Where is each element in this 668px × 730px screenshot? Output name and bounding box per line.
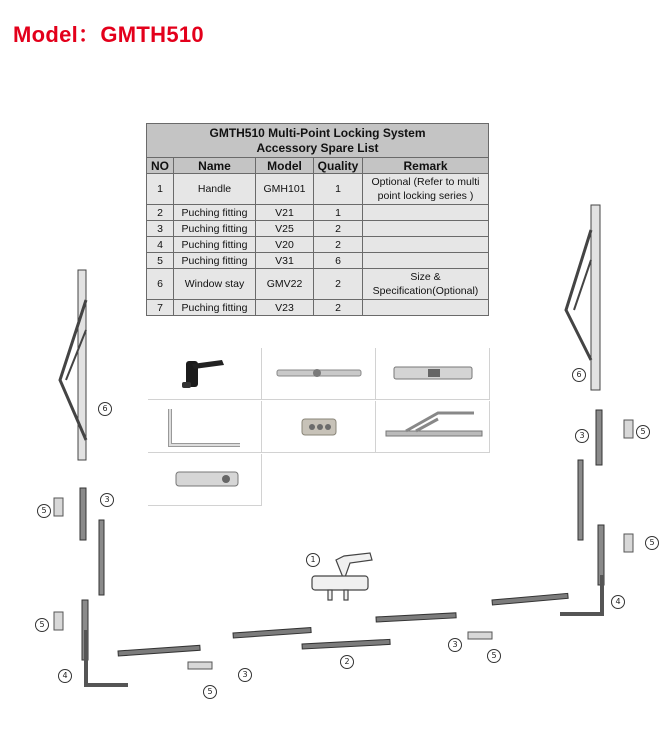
row-quality: 1 xyxy=(314,174,363,205)
callout-5: 5 xyxy=(203,685,217,699)
callout-5: 5 xyxy=(37,504,51,518)
row-no: 4 xyxy=(147,237,174,253)
row-model: V25 xyxy=(256,221,314,237)
row-no: 7 xyxy=(147,300,174,316)
row-remark-line-1: Size & xyxy=(410,271,441,283)
row-name: Puching fitting xyxy=(174,300,256,316)
row-name: Puching fitting xyxy=(174,221,256,237)
callout-5: 5 xyxy=(35,618,49,632)
row-quality: 2 xyxy=(314,269,363,300)
column-header-quality: Quality xyxy=(314,158,363,174)
row-model: V31 xyxy=(256,253,314,269)
row-model: GMH101 xyxy=(256,174,314,205)
callout-3: 3 xyxy=(100,493,114,507)
callout-2: 2 xyxy=(340,655,354,669)
row-no: 6 xyxy=(147,269,174,300)
bottom-left-corner xyxy=(86,630,128,685)
row-no: 2 xyxy=(147,205,174,221)
model-title: Model：GMTH510 xyxy=(13,22,204,47)
callout-3: 3 xyxy=(575,429,589,443)
right-window-stay xyxy=(566,205,600,390)
callout-6: 6 xyxy=(98,402,112,416)
row-no: 3 xyxy=(147,221,174,237)
row-quality: 1 xyxy=(314,205,363,221)
row-quality: 6 xyxy=(314,253,363,269)
callout-1: 1 xyxy=(306,553,320,567)
row-quality: 2 xyxy=(314,237,363,253)
callout-4: 4 xyxy=(611,595,625,609)
row-remark-line-2: point locking series ) xyxy=(377,190,474,202)
row-name: Puching fitting xyxy=(174,205,256,221)
row-name: Puching fitting xyxy=(174,237,256,253)
callout-5: 5 xyxy=(487,649,501,663)
row-name: Window stay xyxy=(174,269,256,300)
row-no: 1 xyxy=(147,174,174,205)
left-vertical-rods xyxy=(80,488,104,660)
row-quality: 2 xyxy=(314,221,363,237)
horizontal-rods xyxy=(118,593,568,656)
callout-6: 6 xyxy=(572,368,586,382)
column-header-model: Model xyxy=(256,158,314,174)
row-name: Handle xyxy=(174,174,256,205)
callout-3: 3 xyxy=(448,638,462,652)
row-no: 5 xyxy=(147,253,174,269)
row-remark-line-2: Specification(Optional) xyxy=(372,285,479,297)
row-quality: 2 xyxy=(314,300,363,316)
callout-3: 3 xyxy=(238,668,252,682)
column-header-name: Name xyxy=(174,158,256,174)
row-name: Puching fitting xyxy=(174,253,256,269)
row-model: GMV22 xyxy=(256,269,314,300)
keepers xyxy=(54,420,633,669)
row-model: V21 xyxy=(256,205,314,221)
row-model: V23 xyxy=(256,300,314,316)
left-window-stay xyxy=(60,270,86,460)
callout-4: 4 xyxy=(58,669,72,683)
table-title-line-1: GMTH510 Multi-Point Locking System xyxy=(209,126,426,140)
column-header-no: NO xyxy=(147,158,174,174)
table-title-line-2: Accessory Spare List xyxy=(256,141,379,155)
row-model: V20 xyxy=(256,237,314,253)
row-remark-line-1: Optional (Refer to multi xyxy=(371,176,480,188)
callout-5: 5 xyxy=(645,536,659,550)
callout-5: 5 xyxy=(636,425,650,439)
handle-drawing xyxy=(312,553,372,600)
column-header-remark: Remark xyxy=(363,158,489,174)
